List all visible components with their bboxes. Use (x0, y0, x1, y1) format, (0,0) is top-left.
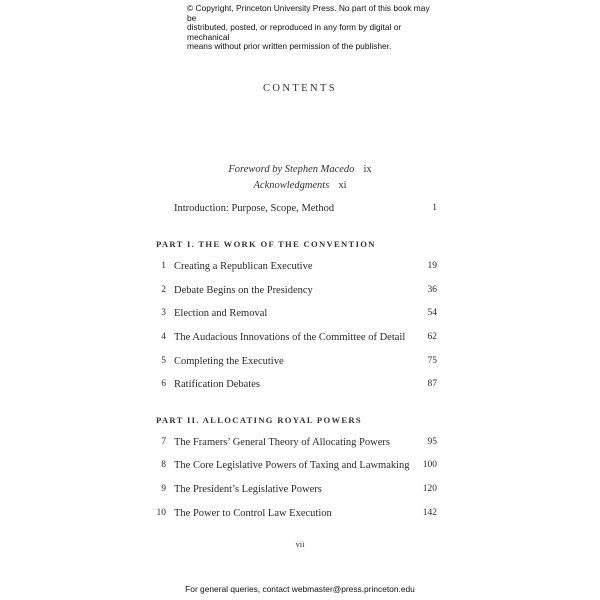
chapter-page: 54 (427, 308, 437, 318)
toc-entry-chapter[interactable] (150, 261, 437, 275)
front-matter-entry[interactable] (0, 164, 600, 175)
chapter-number: 9 (161, 484, 166, 494)
toc-entry-chapter[interactable] (150, 379, 437, 393)
chapter-title: Completing the Executive (174, 356, 284, 367)
copyright-line: distributed, posted, or reproduced in any form by digital or mechanical (187, 22, 402, 42)
toc-entry-chapter[interactable] (150, 285, 437, 299)
chapter-title: Debate Begins on the Presidency (174, 285, 313, 296)
chapter-page: 100 (422, 460, 437, 470)
chapter-number: 2 (161, 285, 166, 295)
entry-page: 1 (432, 203, 437, 213)
toc-entry-chapter[interactable] (150, 508, 437, 522)
toc-entry-chapter[interactable] (150, 437, 437, 451)
chapter-page: 95 (427, 437, 437, 447)
chapter-title: The Audacious Innovations of the Committee of Detail (174, 332, 406, 343)
toc-entry-chapter[interactable] (150, 356, 437, 370)
chapter-title: The President’s Legislative Powers (174, 484, 322, 495)
chapter-number: 1 (161, 261, 166, 271)
chapter-number: 5 (161, 356, 166, 366)
part-heading: PART I. THE WORK OF THE CONVENTION (156, 239, 376, 249)
copyright-notice (187, 4, 437, 52)
chapter-number: 10 (156, 508, 166, 518)
chapter-page: 120 (422, 484, 437, 494)
front-matter-title: Foreword by Stephen Macedo (228, 164, 355, 175)
chapter-page: 87 (427, 379, 437, 389)
page-number: vii (295, 539, 305, 549)
front-matter-entry[interactable] (0, 180, 600, 191)
toc-entry-chapter[interactable] (150, 484, 437, 498)
chapter-number: 8 (161, 460, 166, 470)
chapter-title: Ratification Debates (174, 379, 261, 390)
chapter-title: Election and Removal (174, 308, 268, 319)
part-heading: PART II. ALLOCATING ROYAL POWERS (156, 415, 362, 425)
chapter-title: The Power to Control Law Execution (174, 508, 332, 519)
chapter-page: 36 (427, 285, 437, 295)
chapter-number: 4 (161, 332, 166, 342)
front-matter-page: xi (338, 180, 347, 191)
copyright-line: © Copyright, Princeton University Press. No part of this book may be (187, 3, 430, 23)
entry-title: Introduction: Purpose, Scope, Method (174, 203, 335, 214)
chapter-title: The Framers’ General Theory of Allocating Powers (174, 437, 390, 448)
chapter-page: 62 (427, 332, 437, 342)
toc-entry-chapter[interactable] (150, 308, 437, 322)
chapter-number: 6 (161, 379, 166, 389)
chapter-number: 7 (161, 437, 166, 447)
copyright-line: means without prior written permission of the publisher. (187, 41, 392, 52)
footer-contact: For general queries, contact webmaster@press.princeton.edu (185, 584, 415, 594)
chapter-title: The Core Legislative Powers of Taxing and Lawmaking (174, 460, 410, 471)
chapter-title: Creating a Republican Executive (174, 261, 313, 272)
front-matter-page: ix (363, 164, 372, 175)
toc-entry-chapter[interactable] (150, 460, 437, 474)
chapter-page: 75 (427, 356, 437, 366)
chapter-page: 142 (422, 508, 437, 518)
contents-heading: CONTENTS (262, 83, 338, 94)
toc-entry-introduction[interactable] (150, 203, 437, 217)
front-matter-title: Acknowledgments (253, 180, 330, 191)
chapter-number: 3 (161, 308, 166, 318)
chapter-page: 19 (427, 261, 437, 271)
toc-entry-chapter[interactable] (150, 332, 437, 346)
